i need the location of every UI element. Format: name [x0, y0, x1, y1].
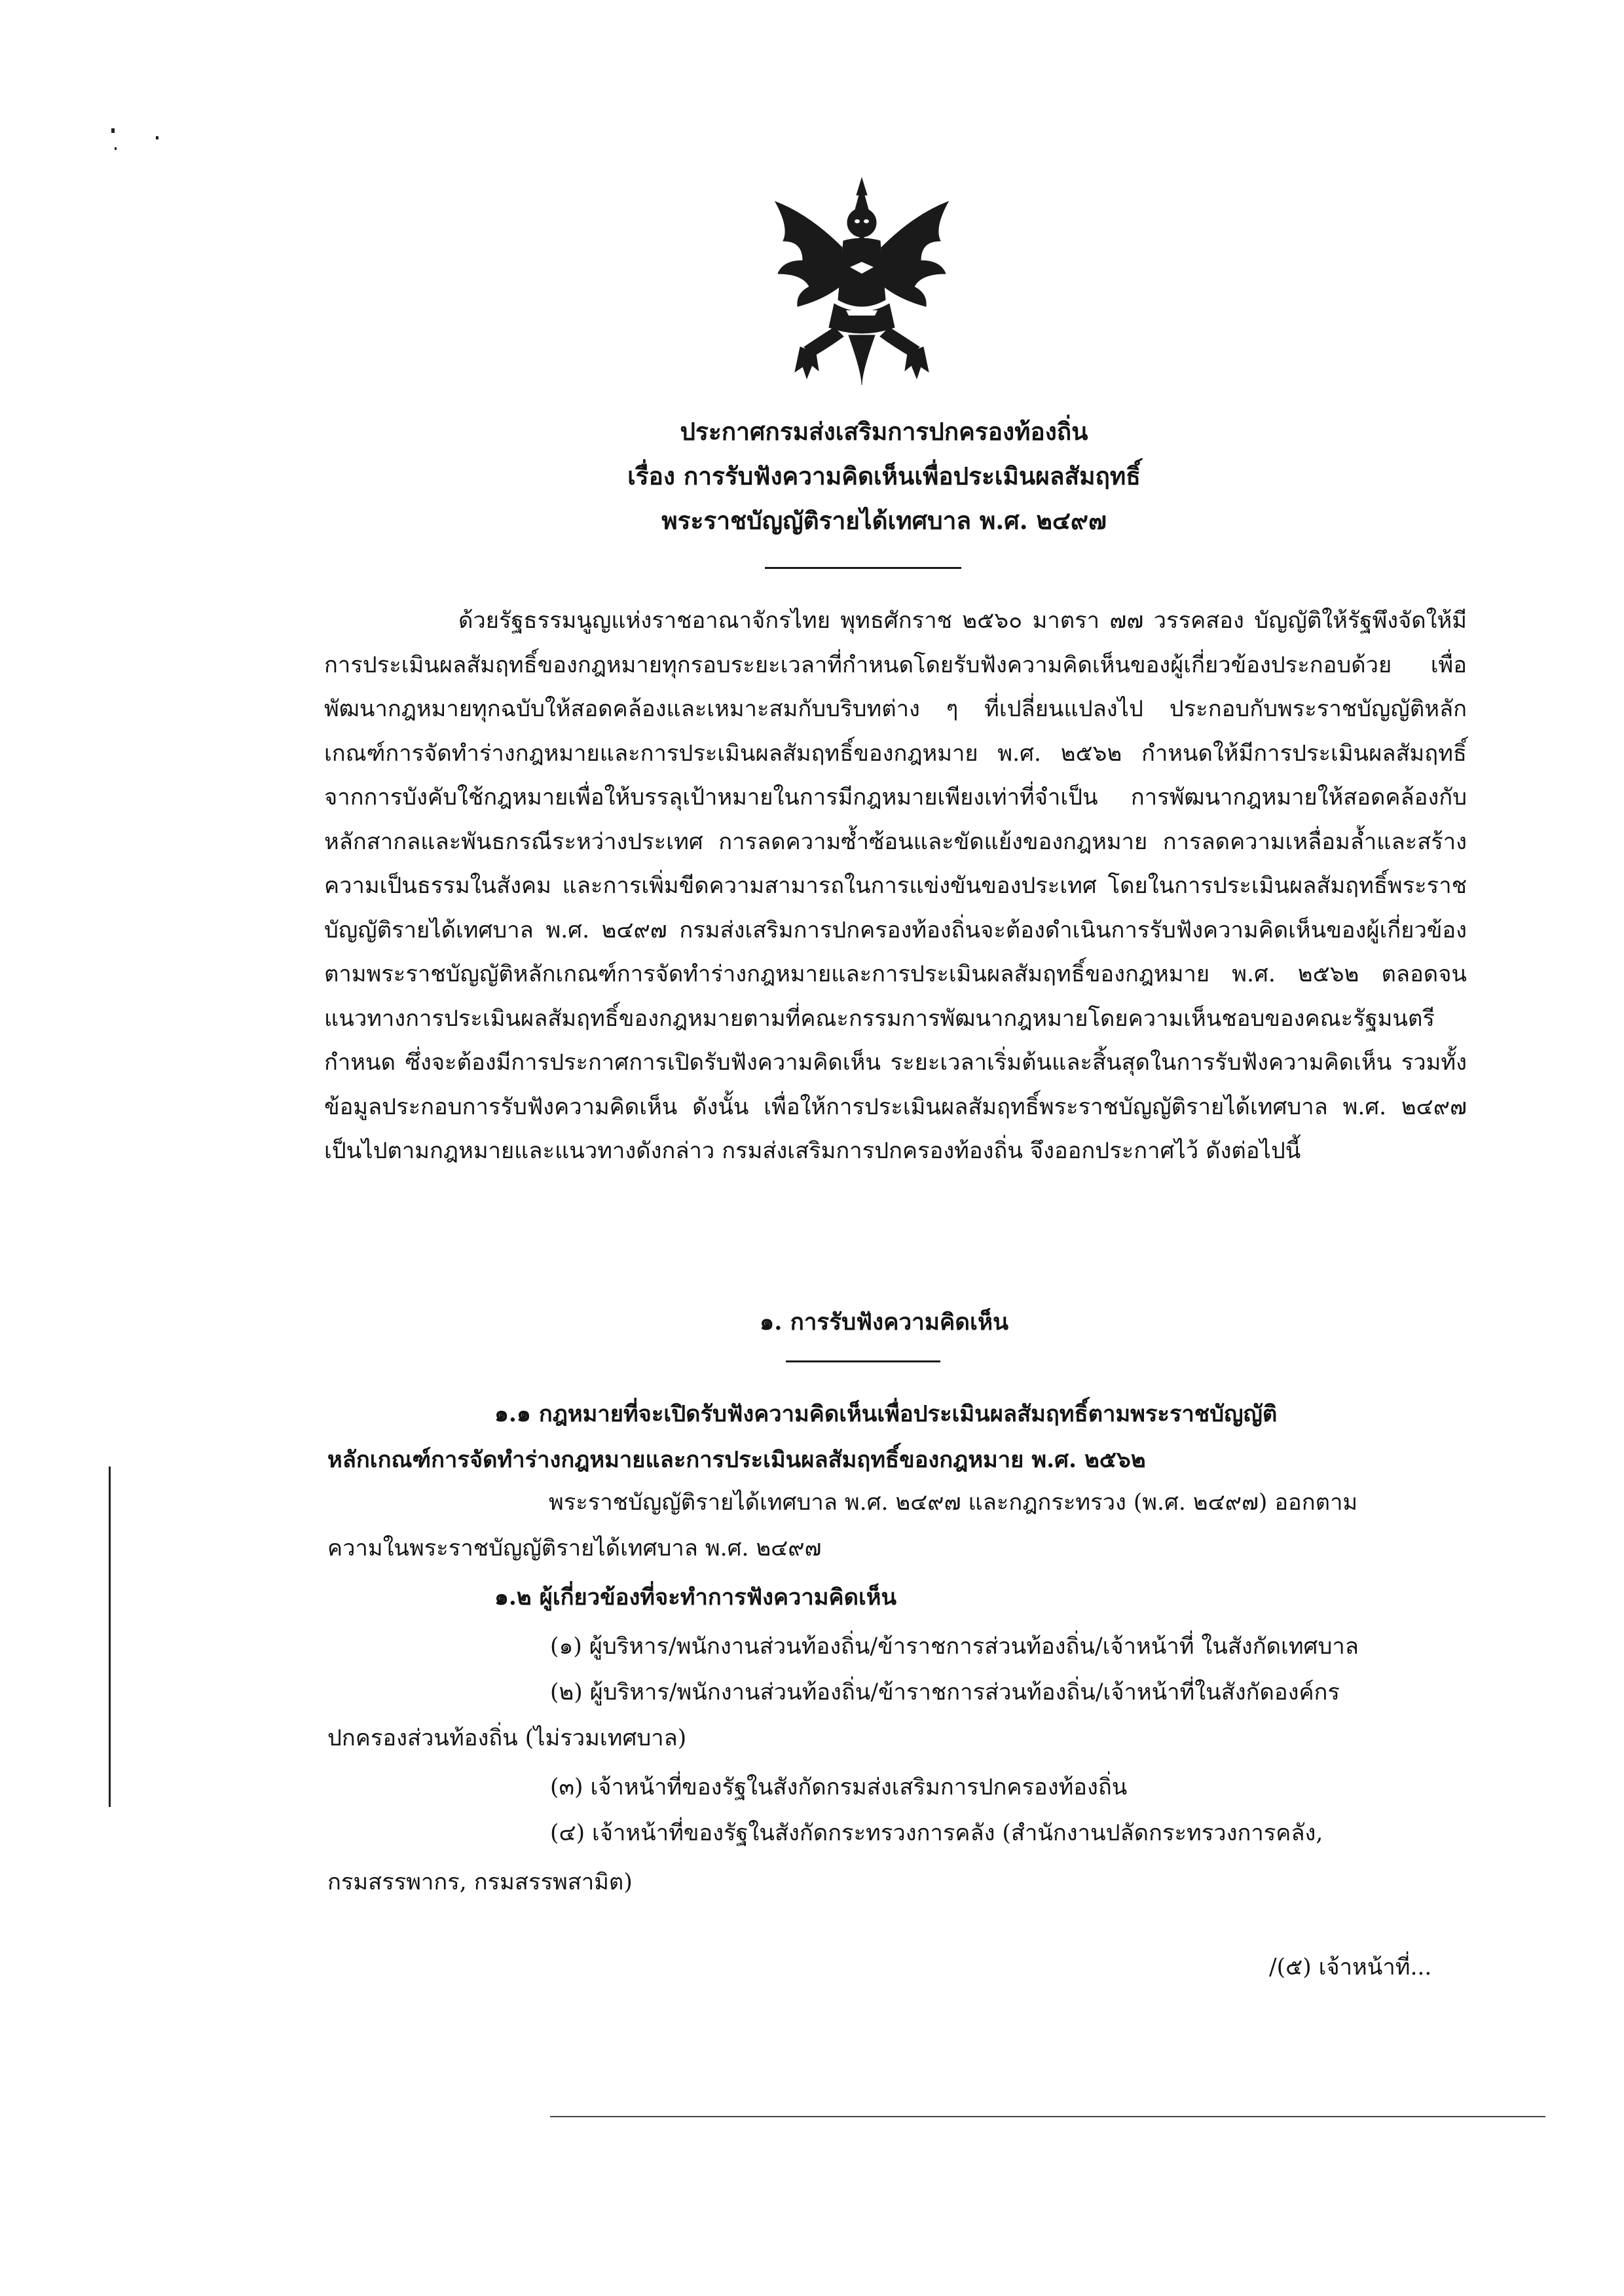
- section-1-heading: ๑. การรับฟังความคิดเห็น: [759, 1309, 1008, 1336]
- item-1-2-sub-4-line-2: กรมสรรพากร, กรมสรรพสามิต): [327, 1869, 633, 1895]
- title-line-act: พระราชบัญญัติรายได้เทศบาล พ.ศ. ๒๔๙๗: [661, 506, 1107, 535]
- item-1-2-sub-3: (๓) เจ้าหน้าที่ของรัฐในสังกัดกรมส่งเสริมการปกครองท้องถิ่น: [550, 1774, 1128, 1800]
- announcement-title: [393, 409, 1375, 543]
- scan-speck: [111, 128, 115, 133]
- bottom-scan-line: [550, 2116, 1545, 2117]
- item-1-2-sub-2-line-1: (๒) ผู้บริหาร/พนักงานส่วนท้องถิ่น/ข้าราชการส่วนท้องถิ่น/เจ้าหน้าที่ในสังกัดองค์กร: [550, 1679, 1340, 1705]
- item-1-2-heading: ๑.๒ ผู้เกี่ยวข้องที่จะทำการฟังความคิดเห็น: [494, 1584, 897, 1611]
- garuda-emblem: [764, 175, 960, 388]
- item-1-2-sub-4-line-1: (๔) เจ้าหน้าที่ของรัฐในสังกัดกระทรวงการคลัง (สำนักงานปลัดกระทรวงการคลัง,: [550, 1820, 1323, 1846]
- item-1-2-sub-2-line-2: ปกครองส่วนท้องถิ่น (ไม่รวมเทศบาล): [327, 1725, 687, 1751]
- section-heading-divider: [786, 1360, 940, 1362]
- continuation-note: /(๕) เจ้าหน้าที่...: [1269, 1954, 1432, 1980]
- item-1-1-line-1: ๑.๑ กฎหมายที่จะเปิดรับฟังความคิดเห็นเพื่อประเมินผลสัมฤทธิ์ตามพระราชบัญญัติ: [494, 1401, 1278, 1427]
- scan-edge-line: [109, 1467, 111, 1807]
- scan-speck: [115, 147, 117, 150]
- item-1-1-line-4: ความในพระราชบัญญัติรายได้เทศบาล พ.ศ. ๒๔๙๗: [327, 1535, 822, 1561]
- title-divider: [765, 567, 961, 569]
- item-1-1-line-2: หลักเกณฑ์การจัดทำร่างกฎหมายและการประเมินผลสัมฤทธิ์ของกฎหมาย พ.ศ. ๒๕๖๒: [327, 1447, 1146, 1473]
- item-1-2-sub-1: (๑) ผู้บริหาร/พนักงานส่วนท้องถิ่น/ข้าราชการส่วนท้องถิ่น/เจ้าหน้าที่ ในสังกัดเทศบาล: [550, 1633, 1359, 1660]
- scan-speck: [156, 136, 158, 139]
- preamble-paragraph: ด้วยรัฐธรรมนูญแห่งราชอาณาจักรไทย พุทธศักราช ๒๕๖๐ มาตรา ๗๗ วรรคสอง บัญญัติให้รัฐพึงจัดให้มีการประเมินผลสัมฤทธิ์ของกฎหมายทุกรอบระยะเวลาที่กำหนดโดยรับฟังความคิดเห็นของผู้เกี่ยวข้องประกอบด้วย เพื่อพัฒนากฎหมายทุกฉบับให้สอดคล้องและเหมาะสมกับบริบทต่าง ๆ ที่เปลี่ยนแปลงไป ประกอบกับพระราชบัญญัติหลักเกณฑ์การจัดทำร่างกฎหมายและการประเมินผลสัมฤทธิ์ของกฎหมาย พ.ศ. ๒๕๖๒ กำหนดให้มีการประเมินผลสัมฤทธิ์จากการบังคับใช้กฎหมายเพื่อให้บรรลุเป้าหมายในการมีกฎหมายเพียงเท่าที่จำเป็น การพัฒนากฎหมายให้สอดคล้องกับหลักสากลและพันธกรณีระหว่างประเทศ การลดความซ้ำซ้อนและขัดแย้งของกฎหมาย การลดความเหลื่อมล้ำและสร้างความเป็นธรรมในสังคม และการเพิ่มขีดความสามารถในการแข่งขันของประเทศ โดยในการประเมินผลสัมฤทธิ์พระราชบัญญัติรายได้เทศบาล พ.ศ. ๒๔๙๗ กรมส่งเสริมการปกครองท้องถิ่นจะต้องดำเนินการรับฟังความคิดเห็นของผู้เกี่ยวข้องตามพระราชบัญญัติหลักเกณฑ์การจัดทำร่างกฎหมายและการประเมินผลสัมฤทธิ์ของกฎหมาย พ.ศ. ๒๕๖๒ ตลอดจนแนวทางการประเมินผลสัมฤทธิ์ของกฎหมายตามที่คณะกรรมการพัฒนากฎหมายโดยความเห็นชอบของคณะรัฐมนตรีกำหนด ซึ่งจะต้องมีการประกาศการเปิดรับฟังความคิดเห็น ระยะเวลาเริ่มต้นและสิ้นสุดในการรับฟังความคิดเห็น รวมทั้งข้อมูลประกอบการรับฟังความคิดเห็น ดังนั้น เพื่อให้การประเมินผลสัมฤทธิ์พระราชบัญญัติรายได้เทศบาล พ.ศ. ๒๔๙๗ เป็นไปตามกฎหมายและแนวทางดังกล่าว กรมส่งเสริมการปกครองท้องถิ่น จึงออกประกาศไว้ ดังต่อไปนี้: [324, 608, 1467, 1164]
- title-line-subject: เรื่อง การรับฟังความคิดเห็นเพื่อประเมินผลสัมฤทธิ์: [627, 462, 1141, 490]
- title-line-agency: ประกาศกรมส่งเสริมการปกครองท้องถิ่น: [680, 417, 1088, 446]
- item-1-1-line-3: พระราชบัญญัติรายได้เทศบาล พ.ศ. ๒๔๙๗ และกฎกระทรวง (พ.ศ. ๒๔๙๗) ออกตาม: [549, 1489, 1358, 1516]
